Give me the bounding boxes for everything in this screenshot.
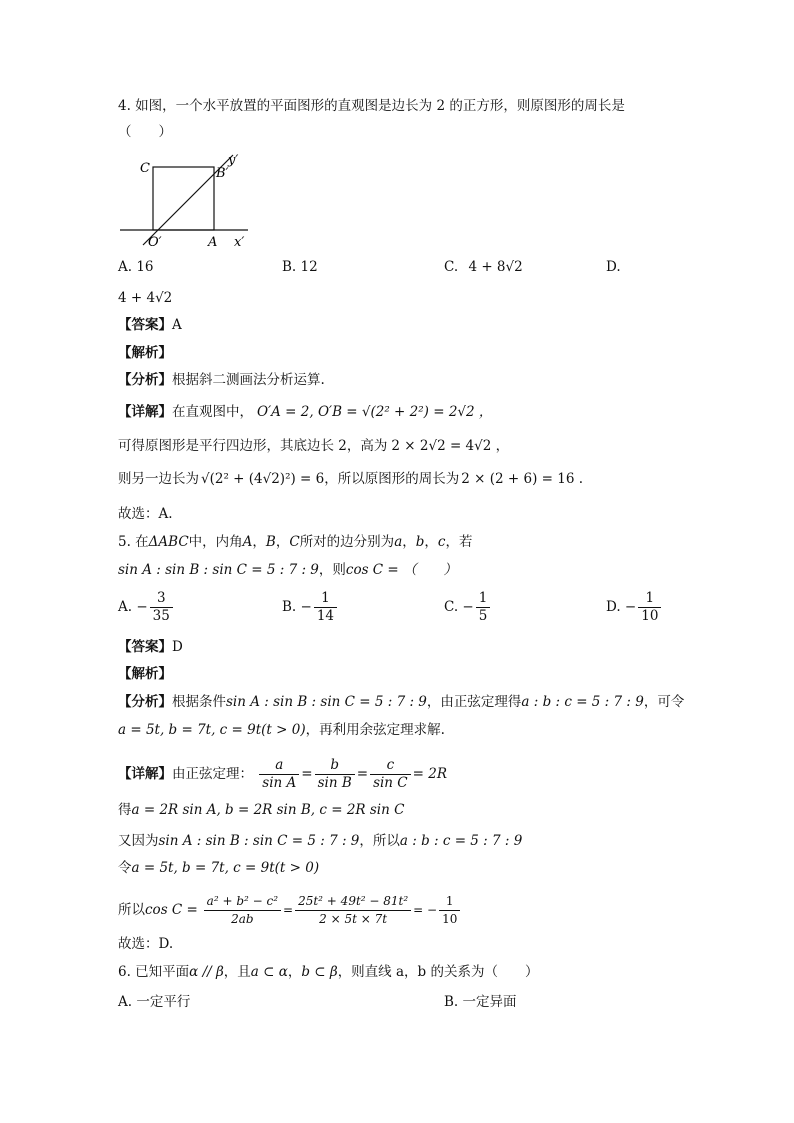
fenxi-tag: 【分析】: [118, 372, 172, 388]
q4-option-a: A. 16: [118, 259, 154, 275]
q5-ratio: sin A : sin B : sin C = 5 : 7 : 9: [118, 562, 319, 578]
fenxi-line2-text: ，再利用余弦定理求解.: [305, 722, 445, 738]
q6-math3: b ⊂ β: [301, 964, 338, 980]
q6-stem-d: ，则直线 a，b 的关系为（ ）: [337, 964, 539, 980]
q5-option-a: A. − $\frac{3}{35}$: [118, 590, 175, 625]
opt-den: 10: [641, 608, 659, 624]
q4-option-d-value: 4 + 4√2: [118, 290, 173, 306]
q5-stem-b: 中，内角: [188, 534, 243, 550]
d4-math: a = 5t, b = 7t, c = 9t(t > 0): [131, 860, 320, 876]
line3-text-b: ，所以原图形的周长为: [324, 471, 460, 487]
q4-figure: [118, 150, 258, 250]
q5-then: ，则: [318, 562, 346, 578]
q5-stem-a: 5. 在: [118, 534, 149, 550]
line3-text-a: 则另一边长为: [118, 471, 199, 487]
d5-text: 所以: [118, 902, 145, 918]
q6-math1: α // β: [189, 964, 224, 980]
line3-math-a: √(2² + (4√2)²) = 6: [201, 471, 325, 487]
detail-eq: = 2R: [412, 766, 447, 782]
opt-num: 1: [476, 590, 491, 608]
q4-stem-paren: （ ）: [118, 124, 172, 140]
q5-cos: cos C = （ ）: [345, 562, 458, 578]
answer-value: A: [172, 317, 182, 333]
opt-label: D.: [606, 599, 621, 615]
opt-num: 1: [314, 590, 337, 608]
q5-d4: [118, 858, 319, 878]
q4-option-d-label: D.: [606, 259, 621, 275]
line2-text: 可得原图形是平行四边形，其底边长 2，高为: [118, 438, 388, 454]
q6-stem-c: ，: [287, 964, 302, 980]
label-C: C: [140, 161, 150, 176]
q5-detail: 【详解】由正弦定理： $\frac{a}{\text{sin A}}$ = $\frac{b}{\text{sin B}}$ = $\frac{c}{\text{sin C}}$ = 2R: [118, 757, 447, 791]
q5-analysis-tag: 【解析】: [118, 666, 172, 682]
line2-math: 2 × 2√2 = 4√2 ，: [391, 438, 510, 454]
d2-text: 得: [118, 802, 132, 818]
detail-tag: 【详解】: [118, 404, 172, 420]
opt-den: 14: [316, 608, 335, 624]
q4-option-c-label: C.: [444, 259, 459, 275]
opt-den: 35: [152, 608, 170, 624]
opt-den: 5: [478, 608, 488, 624]
label-x: x′: [234, 235, 245, 250]
res-den: 10: [442, 912, 458, 926]
d3-math-b: a : b : c = 5 : 7 : 9: [399, 833, 523, 849]
fenxi-line2-math: a = 5t, b = 7t, c = 9t(t > 0): [118, 722, 306, 738]
q6-stem: [118, 962, 538, 982]
q5-fenxi: [118, 692, 684, 712]
detail-math: O′A = 2, O′B = √(2² + 2²) = 2√2 ，: [257, 404, 493, 420]
res-num: 1: [439, 893, 460, 911]
q5-option-d: D. − $\frac{1}{10}$: [606, 590, 663, 625]
opt-num: 3: [150, 590, 173, 608]
frac1-den: 2ab: [231, 912, 254, 926]
opt-label: B.: [282, 599, 297, 615]
q4-option-c: [444, 257, 523, 277]
square: [153, 167, 214, 230]
q5-d5: 所以cos C = $\frac{\text{a² + b² − c²}}{2ab}$ = $\frac{\text{25t² + 49t² − 81t²}}{2 \times 5t \times 7t}$ = − $\frac{1}{10}$: [118, 890, 462, 930]
fenxi-c: ，可令: [643, 694, 685, 710]
q4-answer: [118, 315, 182, 335]
d3-math-a: sin A : sin B : sin C = 5 : 7 : 9: [158, 833, 360, 849]
q5-stem-line2: [118, 560, 457, 580]
opt-label: A.: [118, 599, 133, 615]
d4-text: 令: [118, 860, 132, 876]
q4-stem: 4. 如图，一个水平放置的平面图形的直观图是边长为 2 的正方形，则原图形的周长是: [118, 98, 625, 114]
q4-choose: 故选：A.: [118, 506, 173, 522]
fenxi-tag: 【分析】: [118, 694, 172, 710]
frac1-num: a² + b² − c²: [204, 893, 281, 911]
d3-text-a: 又因为: [118, 833, 159, 849]
q4-line2: [118, 436, 509, 456]
fenxi-text: 根据斜二测画法分析运算.: [172, 372, 325, 388]
answer-tag: 【答案】: [118, 639, 172, 655]
q5-answer: [118, 637, 183, 657]
q5-option-c: C. − $\frac{1}{5}$: [444, 590, 492, 625]
q5-fenxi-line2: [118, 720, 445, 740]
q5-stem-c: 所对的边分别为: [299, 534, 395, 550]
q5-option-b: B. − $\frac{1}{14}$: [282, 590, 339, 625]
q5-stem-d: ，若: [445, 534, 473, 550]
fenxi-a: 根据条件: [172, 694, 226, 710]
d2-math: a = 2R sin A, b = 2R sin B, c = 2R sin C: [131, 802, 405, 818]
q5-choose: 故选：D.: [118, 936, 174, 952]
q6-stem-b: ，且: [223, 964, 251, 980]
q4-analysis-tag: 【解析】: [118, 345, 172, 361]
q4-fenxi: [118, 370, 325, 390]
line3-math-b: 2 × (2 + 6) = 16 .: [461, 471, 583, 487]
answer-value: D: [172, 639, 183, 655]
detail-text: 在直观图中，: [172, 404, 253, 420]
q4-option-b: B. 12: [282, 259, 318, 275]
fenxi-math2: a : b : c = 5 : 7 : 9: [521, 694, 644, 710]
answer-tag: 【答案】: [118, 317, 172, 333]
q5-d2: [118, 800, 404, 820]
label-O: O′: [148, 235, 162, 250]
fenxi-b: ，由正弦定理得: [426, 694, 522, 710]
detail-text: 由正弦定理：: [172, 766, 253, 782]
detail-tag: 【详解】: [118, 766, 172, 782]
q4-line3: [118, 469, 583, 489]
frac2-num: 25t² + 49t² − 81t²: [295, 893, 411, 911]
q5-stem: 5. 在ΔABC中，内角A，B，C所对的边分别为a，b，c，若: [118, 534, 473, 550]
opt-label: C.: [444, 599, 459, 615]
q6-option-b: B. 一定异面: [444, 994, 517, 1010]
q6-math2: a ⊂ α: [250, 964, 288, 980]
q6-stem-a: 6. 已知平面: [118, 964, 190, 980]
q5-d3: [118, 831, 522, 851]
q6-option-a: A. 一定平行: [118, 994, 191, 1010]
q5-triangle: ΔABC: [148, 534, 189, 550]
frac2-den: 2 × 5t × 7t: [319, 912, 388, 926]
d3-text-b: ，所以: [359, 833, 400, 849]
d5-cos: cos C =: [145, 902, 198, 918]
label-y: y′: [228, 153, 239, 168]
q4-option-c-value: 4 + 8√2: [468, 259, 523, 275]
q4-detail: [118, 402, 492, 422]
fenxi-math1: sin A : sin B : sin C = 5 : 7 : 9: [226, 694, 427, 710]
opt-num: 1: [638, 590, 661, 608]
label-B: B′: [216, 166, 229, 181]
label-A: A: [208, 235, 218, 250]
